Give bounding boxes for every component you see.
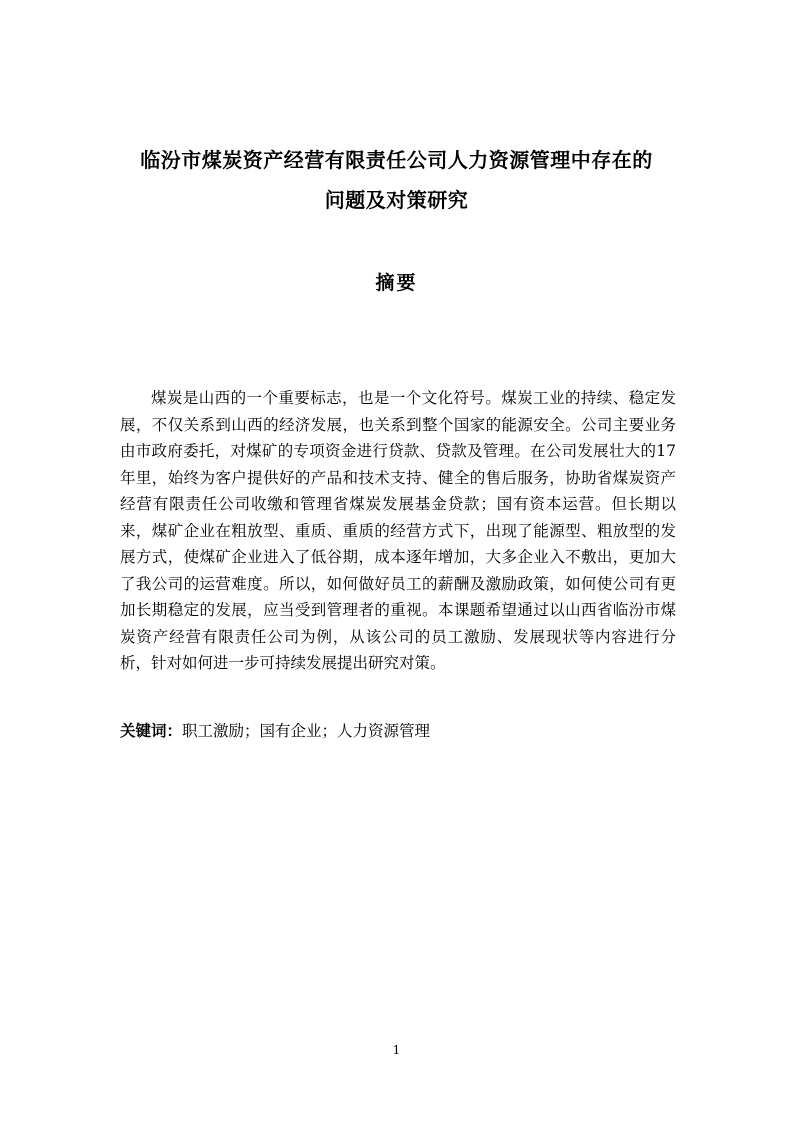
document-title-line-2: 问题及对策研究 bbox=[324, 188, 469, 212]
keywords-label: 关键词： bbox=[120, 722, 183, 740]
abstract-body: 煤炭是山西的一个重要标志，也是一个文化符号。煤炭工业的持续、稳定发展，不仅关系到山西的经济发展，也关系到整个国家的能源安全。公司主要业务由市政府委托，对煤矿的专项资金进行贷款、贷款及管理。在公司发展壮大的17年里，始终为客户提供好的产品和技术支持、健全的售后服务，协助省煤炭资产经营有限责任公司收缴和管理省煤炭发展基金贷款；国有资本运营。但长期以来，煤矿企业在粗放型、重质、重质的经营方式下，出现了能源型、粗放型的发展方式，使煤矿企业进入了低谷期，成本逐年增加，大多企业入不敷出，更加大了我公司的运营难度。所以，如何做好员工的薪酬及激励政策，如何使公司有更加长期稳定的发展，应当受到管理者的重视。本课题希望通过以山西省临汾市煤炭资产经营有限责任公司为例，从该公司的员工激励、发展现状等内容进行分析，针对如何进一步可持续发展提出研究对策。 bbox=[120, 389, 676, 672]
document-title-line-1: 临汾市煤炭资产经营有限责任公司人力资源管理中存在的 bbox=[140, 148, 653, 172]
abstract-heading: 摘要 bbox=[375, 272, 418, 294]
keywords-value: 职工激励；国有企业；人力资源管理 bbox=[182, 722, 431, 740]
keywords-line bbox=[120, 719, 676, 743]
page-number: 1 bbox=[392, 1043, 401, 1057]
